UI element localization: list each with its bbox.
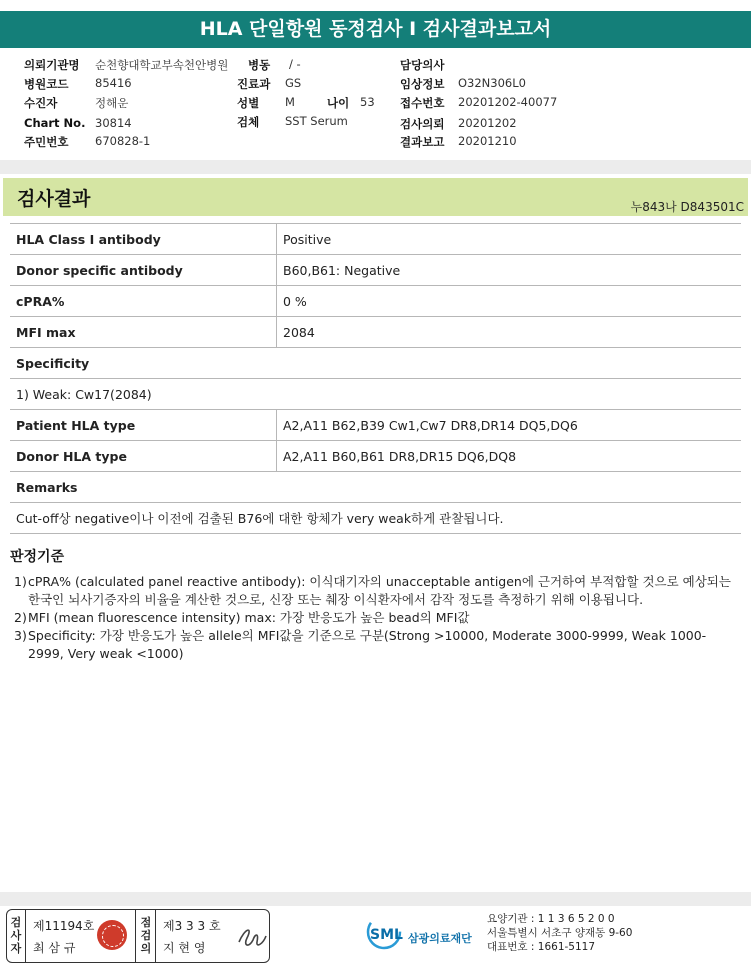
remarks-value: Cut-off상 negative이나 이전에 검출된 B76에 대한 항체가 very weak하게 관찰됩니다. xyxy=(10,503,741,534)
age-label: 나이 xyxy=(327,96,350,110)
criteria-item xyxy=(14,609,734,627)
specimen-value: SST Serum xyxy=(285,114,348,128)
row-value: 0 % xyxy=(277,286,742,317)
receipt-label: 접수번호 xyxy=(400,96,445,110)
request-label: 검사의뢰 xyxy=(400,117,445,131)
org-label: 의뢰기관명 xyxy=(24,58,80,72)
row-label: cPRA% xyxy=(10,286,277,317)
row-value: B60,B61: Negative xyxy=(277,255,742,286)
dept-value: GS xyxy=(285,76,302,90)
table-row xyxy=(10,286,741,317)
table-row xyxy=(10,503,741,534)
criteria-number: 3) xyxy=(14,628,27,643)
hospital-code-value: 85416 xyxy=(95,76,132,90)
criteria-title: 판정기준 xyxy=(10,549,65,565)
receipt-value: 20201202-40077 xyxy=(458,95,558,109)
row-value: 2084 xyxy=(277,317,742,348)
donor-hla-label: Donor HLA type xyxy=(10,441,277,472)
row-label: MFI max xyxy=(10,317,277,348)
divider-strip xyxy=(0,160,751,174)
specimen-label: 검체 xyxy=(237,115,260,129)
results-section-header xyxy=(3,178,748,216)
header-info xyxy=(0,55,751,155)
table-row xyxy=(10,317,741,348)
reviewer-license: 제3 3 3 호 xyxy=(163,919,221,933)
logo-name: 삼광의료재단 xyxy=(408,932,472,945)
divider xyxy=(25,910,26,962)
criteria-item xyxy=(14,627,734,663)
inspector-name: 최 삼 규 xyxy=(33,941,76,955)
org-address: 서울특별시 서초구 양재동 9-60 xyxy=(487,927,633,939)
table-row xyxy=(10,441,741,472)
reviewer-name: 지 현 영 xyxy=(163,941,206,955)
patient-hla-value: A2,A11 B62,B39 Cw1,Cw7 DR8,DR14 DQ5,DQ6 xyxy=(277,410,742,441)
table-row xyxy=(10,224,741,255)
report-label: 결과보고 xyxy=(400,135,445,149)
divider xyxy=(135,910,136,962)
inspector-vertical-label: 검사자 xyxy=(10,916,22,955)
org-code: 요양기관 : 1 1 3 6 5 2 0 0 xyxy=(487,913,615,925)
criteria-number: 1) xyxy=(14,574,27,589)
age-value: 53 xyxy=(360,95,375,109)
specificity-label: Specificity xyxy=(10,348,741,379)
ward-value: / - xyxy=(289,57,301,71)
patient-label: 수진자 xyxy=(24,96,58,110)
table-row xyxy=(10,410,741,441)
report-title: HLA 단일항원 동정검사 I 검사결과보고서 xyxy=(0,11,751,48)
results-title: 검사결과 xyxy=(17,188,91,210)
org-phone: 대표번호 : 1661-5117 xyxy=(487,941,596,953)
results-table xyxy=(10,223,741,534)
table-row xyxy=(10,379,741,410)
org-info xyxy=(487,912,632,954)
clinical-info-value: O32N306L0 xyxy=(458,76,526,90)
criteria-text: Specificity: 가장 반응도가 높은 allele의 MFI값을 기준으로 구분(Strong >10000, Moderate 3000-9999, Weak 1000-2999, Very weak <1000) xyxy=(28,628,707,661)
sml-logo xyxy=(366,914,478,954)
inspector-license: 제11194호 xyxy=(33,919,95,933)
hospital-code-label: 병원코드 xyxy=(24,77,69,91)
signature-icon xyxy=(235,922,269,954)
results-code: 누843나 D843501C xyxy=(630,200,744,214)
sex-value: M xyxy=(285,95,295,109)
donor-hla-value: A2,A11 B60,B61 DR8,DR15 DQ6,DQ8 xyxy=(277,441,742,472)
rrn-value: 670828-1 xyxy=(95,134,151,148)
reviewer-vertical-label: 점검의 xyxy=(140,916,152,955)
chart-value: 30814 xyxy=(95,116,132,130)
criteria-number: 2) xyxy=(14,610,27,625)
divider xyxy=(155,910,156,962)
remarks-label: Remarks xyxy=(10,472,741,503)
criteria-text: cPRA% (calculated panel reactive antibody): 이식대기자의 unacceptable antigen에 근거하여 부적합할 것으로 예상되는 한국인 뇌사기증자의 비율을 계산한 것으로, 신장 또는 췌장 이식환자에서 감작 정도를 측정하기 위해 이용됩니다. xyxy=(28,574,731,607)
signature-box xyxy=(6,909,270,963)
row-label: HLA Class I antibody xyxy=(10,224,277,255)
criteria-text: MFI (mean fluorescence intensity) max: 가장 반응도가 높은 bead의 MFI값 xyxy=(28,610,470,625)
report-value: 20201210 xyxy=(458,134,517,148)
ward-label: 병동 xyxy=(248,58,271,72)
request-value: 20201202 xyxy=(458,116,517,130)
table-row xyxy=(10,348,741,379)
row-label: Donor specific antibody xyxy=(10,255,277,286)
footer-divider-strip xyxy=(0,892,751,906)
doctor-label: 담당의사 xyxy=(400,58,445,72)
row-value: Positive xyxy=(277,224,742,255)
criteria-list xyxy=(14,573,734,663)
patient-hla-label: Patient HLA type xyxy=(10,410,277,441)
logo-text: SML xyxy=(370,927,403,943)
table-row xyxy=(10,472,741,503)
table-row xyxy=(10,255,741,286)
clinical-info-label: 임상정보 xyxy=(400,77,445,91)
chart-label: Chart No. xyxy=(24,116,86,130)
seal-stamp-icon xyxy=(97,920,127,950)
specificity-value: 1) Weak: Cw17(2084) xyxy=(10,379,741,410)
sex-label: 성별 xyxy=(237,96,260,110)
footer xyxy=(0,906,751,972)
criteria-item xyxy=(14,573,734,609)
patient-value: 정해운 xyxy=(95,96,129,110)
org-value: 순천향대학교부속천안병원 xyxy=(95,58,229,72)
dept-label: 진료과 xyxy=(237,77,271,91)
rrn-label: 주민번호 xyxy=(24,135,69,149)
